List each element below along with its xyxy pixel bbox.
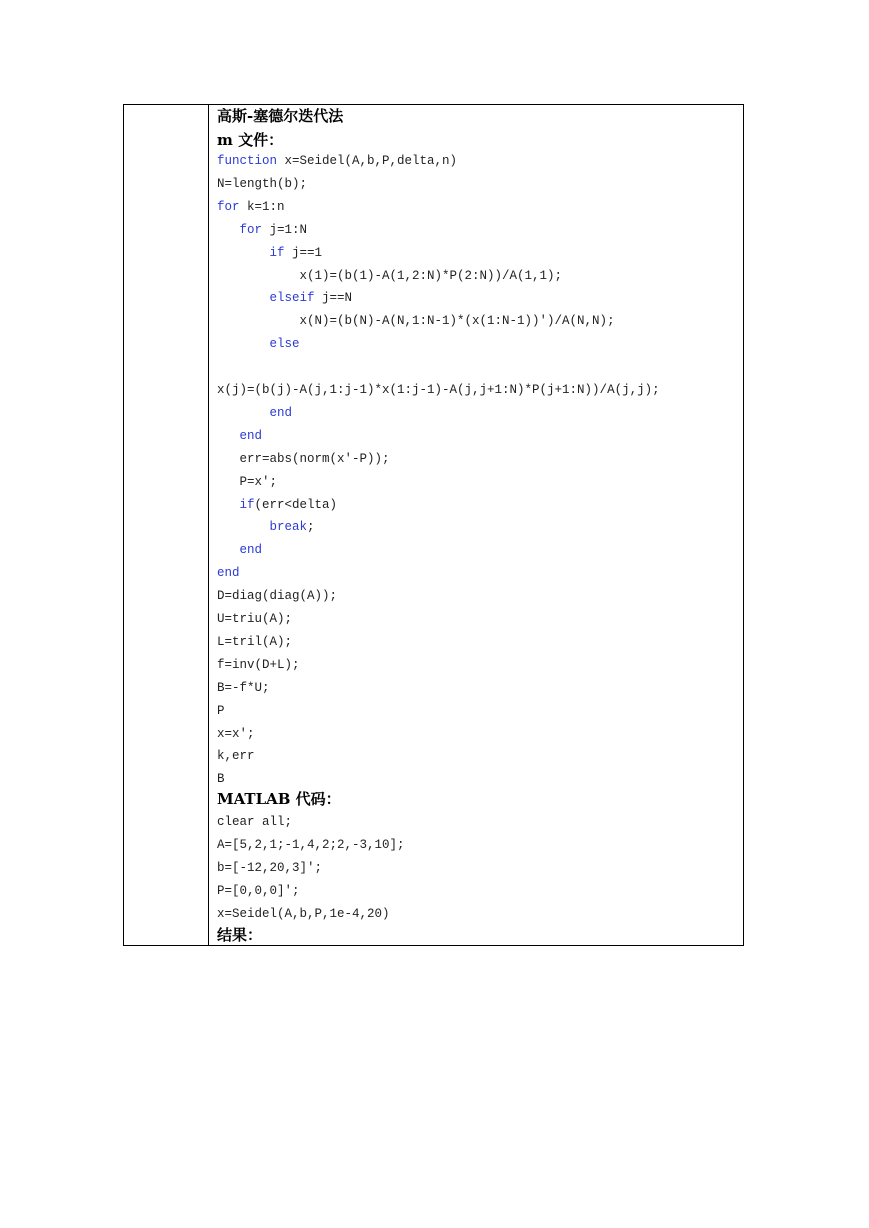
code-text: k,err [217, 749, 255, 764]
code-line [217, 542, 262, 558]
code-line [217, 428, 262, 444]
code-text: x=Seidel(A,b,P,delta,n) [277, 154, 458, 168]
code-text: B [217, 772, 225, 787]
result-label: 结果： [217, 926, 263, 944]
code-keyword: break [217, 520, 308, 535]
code-keyword: for [217, 222, 263, 237]
code-line [217, 588, 337, 604]
section-title: 高斯-塞德尔迭代法 [217, 107, 344, 125]
code-line [217, 451, 390, 467]
code-line [217, 222, 307, 238]
code-text: k=1:n [239, 199, 285, 214]
code-text: B=-f*U; [217, 680, 270, 695]
code-text: f=inv(D+L); [217, 657, 300, 672]
matlab-code-line: x=Seidel(A,b,P,1e-4,20) [217, 906, 390, 921]
code-cell [217, 105, 743, 945]
matlab-code-label: MATLAB 代码： [217, 790, 341, 808]
code-line [217, 680, 270, 696]
code-keyword: end [217, 428, 263, 443]
code-text: j=1:N [262, 222, 308, 237]
code-line [217, 245, 322, 261]
code-keyword: end [217, 405, 293, 420]
code-line [217, 748, 255, 764]
code-text: U=triu(A); [217, 612, 293, 626]
code-keyword: end [217, 543, 263, 558]
code-line [217, 176, 307, 192]
code-keyword: if [217, 497, 255, 512]
code-keyword: for [217, 199, 240, 214]
code-line [217, 771, 225, 787]
matlab-code-line: b=[-12,20,3]'; [217, 860, 323, 875]
code-text: P=x'; [217, 474, 278, 489]
document-table [123, 104, 744, 946]
code-text: ; [307, 520, 315, 535]
code-keyword: elseif [217, 291, 315, 306]
code-line [217, 405, 292, 421]
code-line [217, 726, 255, 742]
code-keyword: function [217, 154, 278, 168]
code-keyword: if [217, 245, 285, 260]
code-text: L=tril(A); [217, 634, 293, 649]
code-line [217, 519, 315, 535]
code-text: N=length(b); [217, 176, 308, 191]
code-line [217, 634, 292, 650]
code-line [217, 336, 300, 352]
column-divider [208, 105, 209, 945]
code-text: err=abs(norm(x'-P)); [217, 451, 390, 466]
code-text: j==N [314, 291, 353, 306]
code-line [217, 565, 240, 581]
code-line [217, 382, 660, 398]
code-line [217, 313, 615, 329]
code-line [217, 199, 285, 215]
code-line [217, 474, 277, 490]
code-text: x(N)=(b(N)-A(N,1:N-1)*(x(1:N-1))')/A(N,N); [217, 314, 615, 329]
code-text: x(j)=(b(j)-A(j,1:j-1)*x(1:j-1)-A(j,j+1:N)*P(j+1:N))/A(j,j); [217, 383, 660, 397]
matlab-code-line: clear all; [217, 815, 293, 829]
code-text: j==1 [284, 245, 323, 260]
code-keyword: else [217, 337, 300, 352]
code-text: D=diag(diag(A)); [217, 589, 338, 604]
code-text: P [217, 703, 225, 718]
code-text: (err<delta) [254, 497, 338, 512]
matlab-code-line: P=[0,0,0]'; [217, 883, 300, 898]
code-text: x=x'; [217, 726, 255, 741]
code-line [217, 153, 457, 169]
m-file-label: m 文件： [217, 131, 284, 149]
code-line [217, 497, 337, 513]
code-keyword: end [217, 566, 240, 581]
code-line [217, 611, 292, 627]
code-line [217, 657, 300, 673]
code-text: x(1)=(b(1)-A(1,2:N)*P(2:N))/A(1,1); [217, 268, 563, 283]
matlab-code-line: A=[5,2,1;-1,4,2;2,-3,10]; [217, 837, 405, 852]
code-line [217, 703, 225, 719]
code-line [217, 290, 352, 306]
code-line [217, 268, 562, 284]
